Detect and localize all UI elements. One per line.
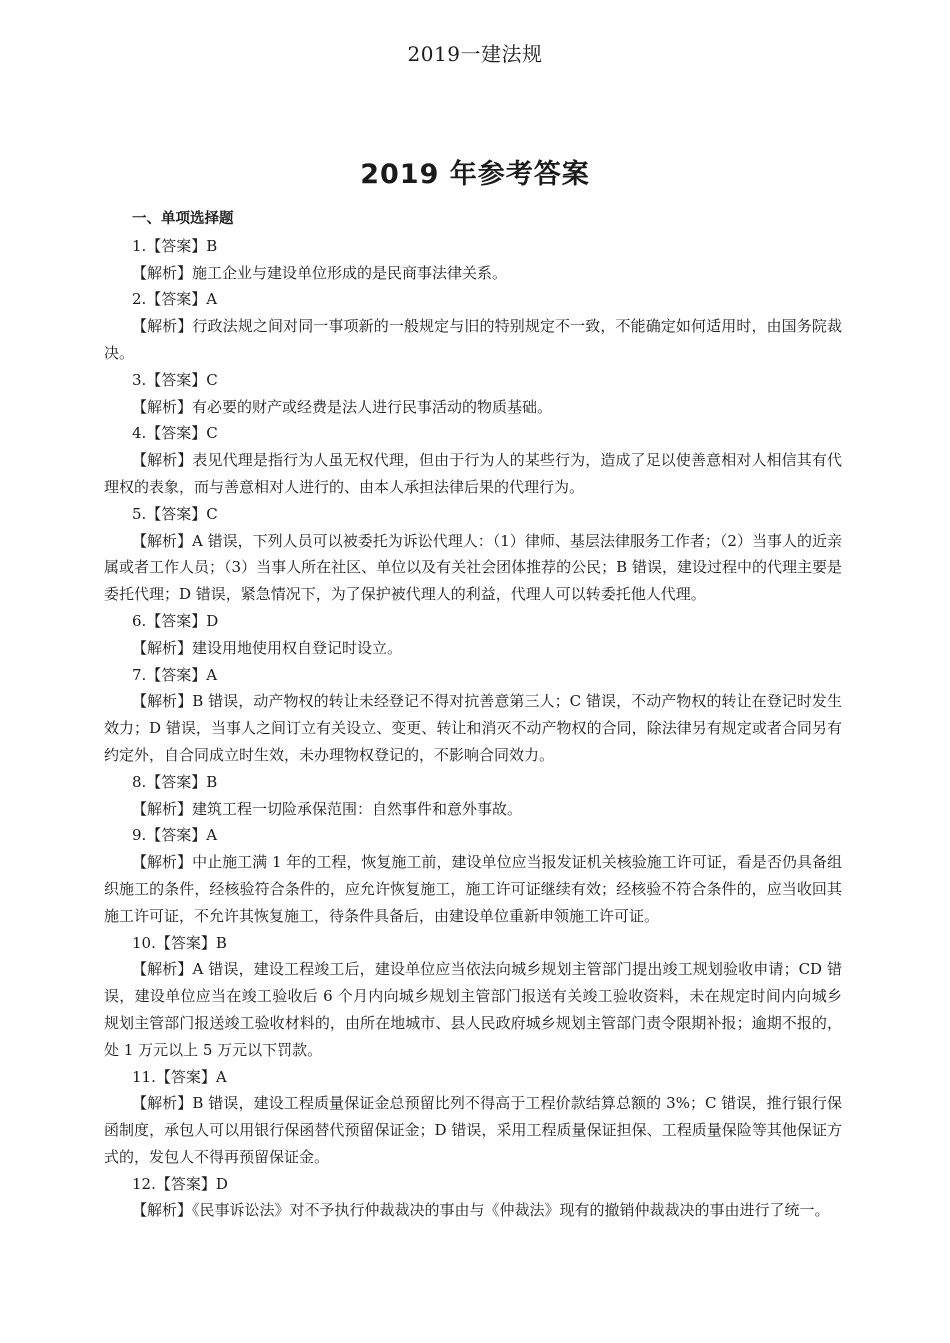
analysis-paragraph: 【解析】施工企业与建设单位形成的是民商事法律关系。 (132, 263, 508, 282)
answer-line: 8.【答案】B (132, 772, 218, 791)
analysis-paragraph: 【解析】建筑工程一切险承保范围：自然事件和意外事故。 (132, 799, 523, 818)
answer-line: 11.【答案】A (132, 1067, 227, 1086)
answer-line: 5.【答案】C (132, 504, 218, 523)
analysis-paragraph: 【解析】建设用地使用权自登记时设立。 (132, 638, 403, 657)
page-title: 2019 年参考答案 (360, 159, 590, 190)
answer-line: 7.【答案】A (132, 665, 218, 684)
analysis-paragraph: 【解析】B 错误，动产物权的转让未经登记不得对抗善意第三人；C 错误，不动产物权的转让在登记时发生效力；D 错误，当事人之间订立有关设立、变更、转让和消灭不动产物权的合同，除法律另有规定或者合同另有约定外，自合同成立时生效，未办理物权登记的，不影响合同效力。 (104, 692, 842, 764)
answer-content (104, 206, 842, 1224)
answer-line: 10.【答案】B (132, 933, 227, 952)
analysis-paragraph: 【解析】表见代理是指行为人虽无权代理，但由于行为人的某些行为，造成了足以使善意相对人相信其有代理权的表象，而与善意相对人进行的、由本人承担法律后果的代理行为。 (104, 451, 842, 496)
page-header: 2019一建法规 (407, 42, 543, 66)
section-heading: 一、单项选择题 (132, 211, 234, 227)
analysis-paragraph: 【解析】有必要的财产或经费是法人进行民事活动的物质基础。 (132, 397, 553, 416)
analysis-paragraph: 【解析】中止施工满 1 年的工程，恢复施工前，建设单位应当报发证机关核验施工许可证，看是否仍具备组织施工的条件，经核验符合条件的，应允许恢复施工，施工许可证继续有效；经核验不符合条件的，应当收回其施工许可证，不允许其恢复施工，待条件具备后，由建设单位重新申领施工许可证。 (104, 853, 842, 925)
analysis-paragraph: 【解析】A 错误，建设工程竣工后，建设单位应当依法向城乡规划主管部门提出竣工规划验收申请；CD 错误，建设单位应当在竣工验收后 6 个月内向城乡规划主管部门报送有关竣工验收资料，未在规定时间内向城乡规划主管部门报送竣工验收材料的，由所在地城市、县人民政府城乡规划主管部门责令限期补报；逾期不报的，处 1 万元以上 5 万元以下罚款。 (104, 960, 842, 1059)
answer-line: 4.【答案】C (132, 424, 218, 443)
analysis-paragraph: 【解析】B 错误，建设工程质量保证金总预留比列不得高于工程价款结算总额的 3%；C 错误，推行银行保函制度，承包人可以用银行保函替代预留保证金；D 错误，采用工程质量保证担保、工程质量保险等其他保证方式的，发包人不得再预留保证金。 (104, 1094, 842, 1166)
analysis-paragraph: 【解析】行政法规之间对同一事项新的一般规定与旧的特别规定不一致，不能确定如何适用时，由国务院裁决。 (104, 317, 842, 362)
answer-line: 12.【答案】D (132, 1174, 228, 1193)
answer-line: 9.【答案】A (132, 826, 218, 845)
answer-line: 2.【答案】A (132, 290, 218, 309)
answer-line: 3.【答案】C (132, 370, 218, 389)
answer-line: 1.【答案】B (132, 236, 218, 255)
answer-line: 6.【答案】D (132, 611, 219, 630)
analysis-paragraph: 【解析】《民事诉讼法》对不予执行仲裁裁决的事由与《仲裁法》现有的撤销仲裁裁决的事由进行了统一。 (132, 1201, 830, 1220)
analysis-paragraph: 【解析】A 错误，下列人员可以被委托为诉讼代理人：（1）律师、基层法律服务工作者；（2）当事人的近亲属或者工作人员；（3）当事人所在社区、单位以及有关社会团体推荐的公民；B 错误，建设过程中的代理主要是委托代理；D 错误，紧急情况下，为了保护被代理人的利益，代理人可以转委托他人代理。 (104, 531, 842, 604)
